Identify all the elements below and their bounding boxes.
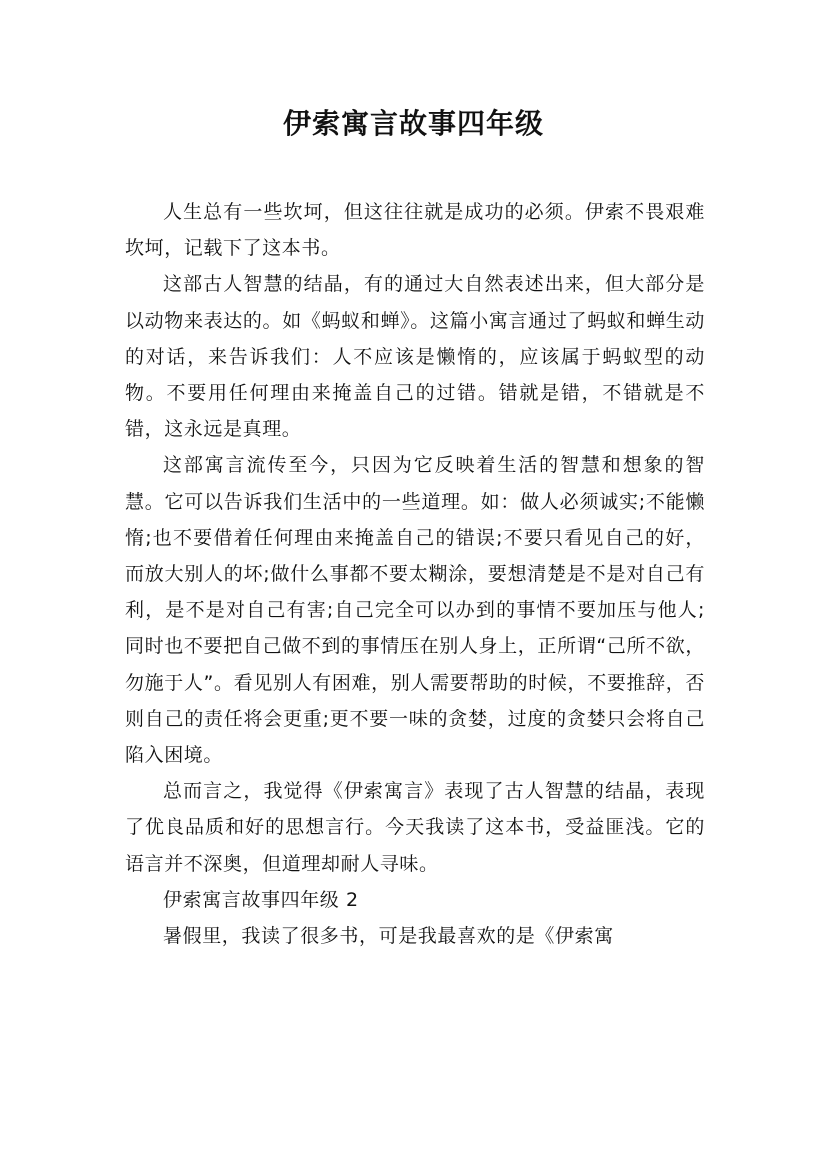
- paragraph-1: 人生总有一些坎坷，但这往往就是成功的必须。伊索不畏艰难坎坷，记载下了这本书。: [125, 201, 705, 260]
- document-body: [125, 194, 705, 954]
- paragraph-4: 总而言之，我觉得《伊索寓言》表现了古人智慧的结晶，表现了优良品质和好的思想言行。今天我读了这本书，受益匪浅。它的语言并不深奥，但道理却耐人寻味。: [125, 780, 705, 875]
- paragraph-5: 暑假里，我读了很多书，可是我最喜欢的是《伊索寓: [163, 925, 614, 948]
- section-subtitle: 伊索寓言故事四年级 2: [163, 888, 359, 911]
- paragraph-3: 这部寓言流传至今，只因为它反映着生活的智慧和想象的智慧。它可以告诉我们生活中的一些道理。如：做人必须诚实;不能懒惰;也不要借着任何理由来掩盖自己的错误;不要只看见自己的好，而放大别人的坏;做什么事都不要太糊涂，要想清楚是不是对自己有利，是不是对自己有害;自己完全可以办到的事情不要加压与他人;同时也不要把自己做不到的事情压在别人身上，正所谓“己所不欲，勿施于人”。看见别人有困难，别人需要帮助的时候，不要推辞，否则自己的责任将会更重;更不要一味的贪婪，过度的贪婪只会将自己陷入困境。: [125, 454, 705, 767]
- paragraph-2: 这部古人智慧的结晶，有的通过大自然表述出来，但大部分是以动物来表达的。如《蚂蚁和蝉》。这篇小寓言通过了蚂蚁和蝉生动的对话，来告诉我们：人不应该是懒惰的，应该属于蚂蚁型的动物。不要用任何理由来掩盖自己的过错。错就是错，不错就是不错，这永远是真理。: [125, 273, 705, 441]
- document-title: 伊索寓言故事四年级: [282, 107, 544, 140]
